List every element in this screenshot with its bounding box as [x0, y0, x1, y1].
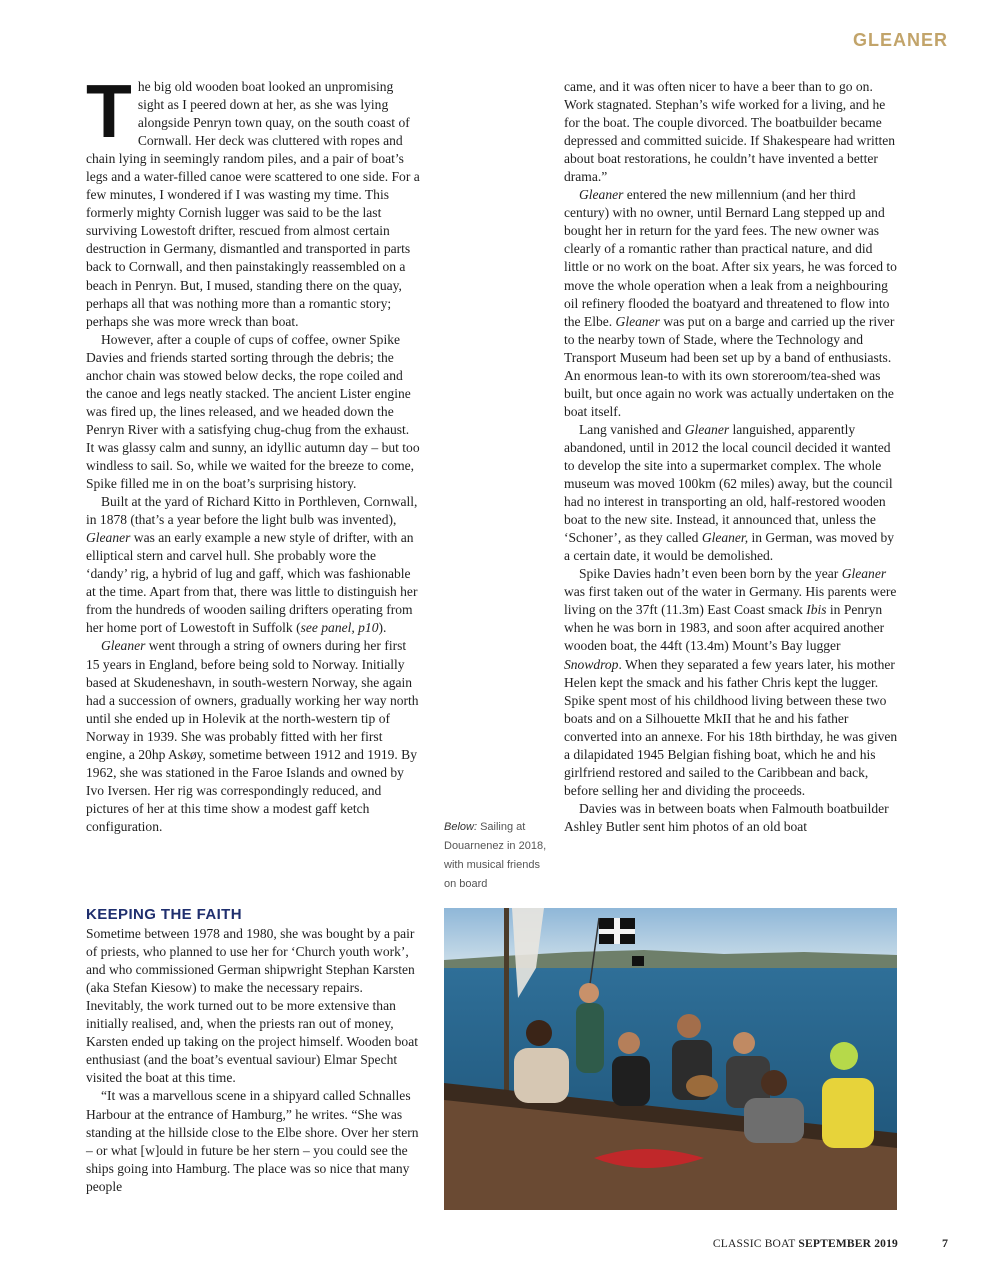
magazine-name: CLASSIC BOAT: [712, 1238, 796, 1250]
page-number: 7: [942, 1236, 948, 1250]
issue-date: SEPTEMBER 2019: [798, 1238, 898, 1250]
paragraph: Gleaner entered the new millennium (and her third century) with no owner, until Bernard Lang stepped up and bought her in return for the yard fees. The new owner was clearly of a romantic rather than practical nature, and did little or no work on the boat. After six years, he was forced to move the whole operation when a leak from a neighbouring oil refinery flooded the boatyard and threatened to flow into the Elbe. Gleaner was put on a barge and carried up the river to the nearby town of Stade, where the Technology and Transport Museum had been set up by a band of enthusiasts. An enormous lean-to with its own storeroom/tea-shed was built, but once again no work was actually undertaken on the boat itself.: [564, 187, 897, 419]
paragraph: “It was a marvellous scene in a shipyard called Schnalles Harbour at the entrance of Hamburg,” he writes. “She was standing at the hillside close to the Elbe shore. Over her stern – or what [w]ould in future be her stern – you could see the ships going into Hamburg. The place was so nice that many people: [86, 1088, 419, 1194]
boat-name: Gleaner: [615, 313, 660, 329]
paragraph-opening: The big old wooden boat looked an unpromising sight as I peered down at her, as she was lying alongside Penryn town quay, on the south coast of Cornwall. Her deck was cluttered with ropes and chain lying in seemingly random piles, and a pair of boat’s legs and a water-filled canoe were scattered to one side. For a few minutes, I wondered if I was wasting my time. This formerly mighty Cornish lugger was said to be the last surviving Lowestoft drifter, rescued from almost certain destruction in Germany, dismantled and transported in parts back to Cornwall, and then painstakingly reassembled on a beach in Penryn. But, I mused, standing there on the quay, perhaps all that was nothing more than a romantic story; perhaps she was more wreck than boat.: [86, 69, 420, 329]
boat-name: Gleaner: [579, 187, 624, 203]
boat-name: Gleaner: [101, 638, 146, 654]
paragraph: Spike Davies hadn’t even been born by the year Gleaner was first taken out of the water in Germany. His parents were living on the 37ft (11.3m) East Coast smack Ibis in Penryn when he was born in 1983, and soon after acquired another wooden boat, the 44ft (13.4m) Mount’s Bay lugger Snowdrop. When they separated a few years later, his mother Helen kept the smack and his father Chris kept the lugger. Spike spent most of his childhood living between these two boats and on a Silhouette MkII that he and his father converted into an annexe. For his 18th birthday, he was given a dilapidated 1945 Belgian fishing boat, which he and his girlfriend restored and sailed to the Caribbean and back, before selling her and dividing the proceeds.: [564, 566, 898, 798]
subheading: KEEPING THE FAITH: [86, 906, 242, 923]
boat-name: Gleaner: [684, 421, 730, 437]
boat-name: Gleaner: [86, 530, 131, 546]
column-left-bottom: [86, 906, 420, 1196]
photo-caption: [444, 818, 554, 894]
column-right: [564, 78, 898, 836]
footer-magazine-title: [713, 1238, 898, 1250]
paragraph: came, and it was often nicer to have a beer than to go on. Work stagnated. Stephan’s wife worked for a living, and he for the boat. The couple divorced. The boatbuilder became depressed and committed suicide. If Shakespeare had written about boat restorations, he couldn’t have invented a better drama.”: [564, 79, 896, 185]
column-left-top: [86, 69, 420, 836]
caption-text: Sailing at Douarnenez in 2018, with musical friends on board: [444, 821, 547, 890]
article-photo: [444, 908, 897, 1210]
boat-crew-photo-illustration: [444, 908, 897, 1210]
section-tag: GLEANER: [852, 30, 948, 50]
paragraph: Lang vanished and Gleaner languished, apparently abandoned, until in 2012 the local council decided it wanted to develop the site into a supermarket complex. The whole museum was moved 100km (62 miles) away, but the council had no interest in transporting an old, half-restored wooden boat to the new site. Instead, it announced that, unless the ‘Schoner’, as they called Gleaner, in German, was moved by a certain date, it would be demolished.: [564, 421, 895, 564]
paragraph: Built at the yard of Richard Kitto in Porthleven, Cornwall, in 1878 (that’s a year before the light bulb was invented), Gleaner was an early example a new style of drifter, with an elliptical stern and carvel hull. She probably wore the ‘dandy’ rig, a hybrid of lug and gaff, which was fashionable at the time. Apart from that, there was little to distinguish her from the hundreds of wooden sailing drifters operating from her home port of Lowestoft in Suffolk (see panel, p10).: [86, 494, 418, 636]
boat-name: Gleaner: [841, 566, 887, 582]
drop-cap: T: [86, 69, 132, 153]
paragraph: Gleaner went through a string of owners during her first 15 years in England, before being sold to Norway. Initially based at Skudeneshavn, in south-western Norway, she again had a succession of owners, gradually working her way north until she ended up in Holevik at the north-western tip of Norway in 1939. She was probably fitted with her first engine, a 20hp Askøy, sometime between 1912 and 1919. By 1962, she was stationed in the Faroe Islands and owned by Ivo Iversen. Her rig was correspondingly reduced, and pictures of her at this time show a modest gaff ketch configuration.: [86, 638, 419, 834]
caption-lead: Below:: [444, 821, 478, 833]
paragraph: Davies was in between boats when Falmouth boatbuilder Ashley Butler sent him photos of an old boat: [564, 800, 889, 834]
paragraph: Sometime between 1978 and 1980, she was bought by a pair of priests, who planned to use her for ‘Church youth work’, and who commissioned German shipwright Stephan Karsten (aka Stefan Kiesow) to make the necessary repairs. Inevitably, the work turned out to be more extensive than initially realised, and, when the priests ran out of money, Karsten ended up taking on the project himself. Wooden boat enthusiast (and the boat’s eventual saviour) Elmar Specht visited the boat at this time.: [86, 926, 418, 1086]
paragraph: However, after a couple of cups of coffee, owner Spike Davies and friends started sorting through the debris; the anchor chain was stowed below decks, the rope coiled and the canoe and legs neatly stacked. The ancient Lister engine was fired up, the lines released, and we headed down the Penryn River with a satisfying chug-chug from the exhaust. It was glassy calm and sunny, an idyllic autumn day – but too windless to sail. So, while we waited for the breeze to come, Spike filled me in on the boat’s surprising history.: [86, 331, 420, 492]
